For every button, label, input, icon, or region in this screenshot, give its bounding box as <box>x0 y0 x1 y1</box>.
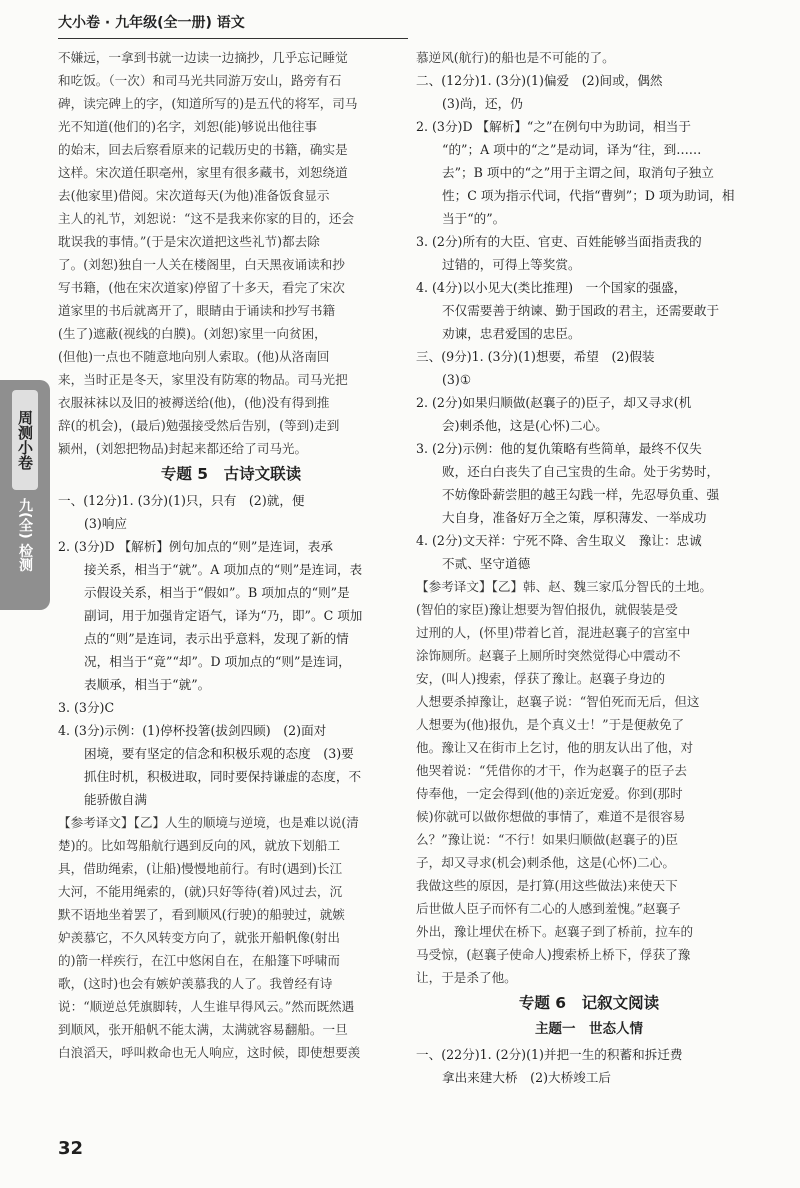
text-line: (3)尚，还，仍 <box>442 96 523 111</box>
text-line: 况，相当于“竟”“却”。D 项加点的“则”是连词， <box>84 654 351 669</box>
text-line: 耽误我的事情。”(于是宋次道把这些礼节)都去除 <box>58 234 320 249</box>
text-line: 涂饰厕所。赵襄子上厕所时突然觉得心中震动不 <box>416 648 681 663</box>
text-line: 慕逆风(航行)的船也是不可能的了。 <box>416 50 615 65</box>
text-line: 外出，豫让埋伏在桥下。赵襄子到了桥前，拉车的 <box>416 924 694 939</box>
text-line: 不仅需要善于纳谏、勤于国政的君主，还需要敢于 <box>442 303 720 318</box>
text-line: 4. (4分)以小见大(类比推理) 一个国家的强盛， <box>416 280 687 295</box>
text-line: 拿出来建大桥 (2)大桥竣工后 <box>442 1070 611 1085</box>
text-line: 的始末，回去后察看原来的记载历史的书籍，确实是 <box>58 142 348 157</box>
text-line: (3)① <box>442 372 472 387</box>
header-rule <box>58 38 408 39</box>
text-line: 去”；B 项中的“之”用于主谓之间，取消句子独立 <box>442 165 714 180</box>
text-line: 大河，不能用绳索的，(就)只好等待(着)风过去，沉 <box>58 884 343 899</box>
text-line: 颍州，(刘恕把物品)封起来都还给了司马光。 <box>58 441 308 456</box>
side-tab-label-bottom: 九(全) 检测 <box>17 498 33 572</box>
text-line: (智伯的家臣)豫让想要为智伯报仇，就假装是受 <box>416 602 678 617</box>
subsection-heading: 主题一 世态人情 <box>535 1021 643 1037</box>
text-line: 3. (3分)C <box>58 700 115 715</box>
text-line: 马受惊，(赵襄子使命人)搜索桥上桥下，俘获了豫 <box>416 947 691 962</box>
text-line: 2. (2分)如果归顺做(赵襄子的)臣子，却又寻求(机 <box>416 395 692 410</box>
left-column <box>58 46 404 1064</box>
text-line: 过刑的人，(怀里)带着匕首，混进赵襄子的宫室中 <box>416 625 691 640</box>
text-line: 抓住时机，积极进取，同时要保持谦虚的态度，不 <box>84 769 362 784</box>
text-line: 歌，(这时)也会有嫉妒羡慕我的人了。我曾经有诗 <box>58 976 333 991</box>
text-line: 楚)的。比如驾船航行遇到反向的风，就放下划船工 <box>58 838 340 853</box>
text-line: 让，于是杀了他。 <box>416 970 517 985</box>
text-line: 不贰、坚守道德 <box>442 556 531 571</box>
section-heading: 专题 5 古诗文联读 <box>160 465 302 483</box>
text-line: 来，当时正是冬天，家里没有防寒的物品。司马光把 <box>58 372 348 387</box>
text-line: 困境，要有坚定的信念和积极乐观的态度 (3)要 <box>84 746 354 761</box>
text-line: 说：“顺逆总凭旗脚转，人生谁早得风云。”然而既然遇 <box>58 999 355 1014</box>
text-line: 到顺风，张开船帆不能太满，太满就容易翻船。一旦 <box>58 1022 348 1037</box>
side-tab-label-top: 周测小卷 <box>12 390 38 490</box>
text-line: 人想要为(他)报仇，是个真义士！”于是便赦免了 <box>416 717 685 732</box>
text-line: (但他)一点也不随意地向别人索取。(他)从洛南回 <box>58 349 330 364</box>
right-column <box>416 46 762 1089</box>
text-line: (生了)遮蔽(视线的白膜)。(刘恕)家里一向贫困， <box>58 326 327 341</box>
text-line: 写书籍，(他在宋次道家)停留了十多天，看完了宋次 <box>58 280 345 295</box>
text-line: 光不知道(他们的)名字，刘恕(能)够说出他往事 <box>58 119 317 134</box>
text-line: 过错的，可得上等奖赏。 <box>442 257 581 272</box>
text-line: 去(他家里)借阅。宋次道每天(为他)准备饭食显示 <box>58 188 330 203</box>
text-line: 这样。宋次道任职亳州，家里有很多藏书，刘恕绕道 <box>58 165 348 180</box>
text-line: 妒羡慕它，不久风转变方向了，就张开船帆像(射出 <box>58 930 340 945</box>
text-line: 候)你就可以做你想做的事情了，难道不是很容易 <box>416 809 686 824</box>
text-line: 具，借助绳索，(让船)慢慢地前行。有时(遇到)长江 <box>58 861 343 876</box>
text-line: 不妨像卧薪尝胆的越王勾践一样，先忍辱负重、强 <box>442 487 720 502</box>
text-line: 二、(12分)1. (3分)(1)偏爱 (2)间或，偶然 <box>416 73 663 88</box>
text-line: 默不语地坐着罢了，看到顺风(行驶)的船驶过，就嫉 <box>58 907 345 922</box>
text-line: 能骄傲自满 <box>84 792 147 807</box>
text-line: 和吃饭。（一次）和司马光共同游万安山，路旁有石 <box>58 73 342 88</box>
text-line: 败，还白白丧失了自己宝贵的生命。处于劣势时， <box>442 464 720 479</box>
text-line: 不嫌远，一拿到书就一边读一边摘抄，几乎忘记睡觉 <box>58 50 348 65</box>
text-line: 侍奉他，一定会得到(他的)亲近宠爱。你到(那时 <box>416 786 683 801</box>
text-line: 示假设关系，相当于“假如”。B 项加点的“则”是 <box>84 585 350 600</box>
text-line: 副词，用于加强肯定语气，译为“乃，即”。C 项加 <box>84 608 363 623</box>
text-line: 一、(12分)1. (3分)(1)只，只有 (2)就，便 <box>58 493 305 508</box>
side-tab <box>0 380 50 610</box>
text-line: 人想要杀掉豫让，赵襄子说：“智伯死而无后，但这 <box>416 694 700 709</box>
text-line: 他哭着说：“凭借你的才干，作为赵襄子的臣子去 <box>416 763 687 778</box>
text-line: 【参考译文】【乙】人生的顺境与逆境，也是难以说(清 <box>58 815 359 830</box>
section-heading: 专题 6 记叙文阅读 <box>518 994 660 1012</box>
text-line: 4. (3分)示例：(1)停杯投箸(拔剑四顾) (2)面对 <box>58 723 327 738</box>
text-line: 性；C 项为指示代词，代指“曹刿”；D 项为助词，相 <box>442 188 735 203</box>
text-line: 了。(刘恕)独自一人关在楼阁里，白天黑夜诵读和抄 <box>58 257 345 272</box>
text-line: 大自身，准备好万全之策，厚积薄发、一举成功 <box>442 510 707 525</box>
text-line: 3. (2分)示例：他的复仇策略有些简单，最终不仅失 <box>416 441 702 456</box>
text-line: 我做这些的原因，是打算(用这些做法)来使天下 <box>416 878 678 893</box>
text-line: 表顺承，相当于“就”。 <box>84 677 211 692</box>
text-line: 的)箭一样疾行，在江中悠闲自在，在船篷下呼啸而 <box>58 953 340 968</box>
page-number: 32 <box>58 1138 84 1159</box>
text-line: 道家里的书后就离开了，眼睛由于诵读和抄写书籍 <box>58 303 336 318</box>
text-line: 么？”豫让说：“不行！如果归顺做(赵襄子的)臣 <box>416 832 678 847</box>
text-line: 劝谏，忠君爱国的忠臣。 <box>442 326 581 341</box>
text-line: 三、(9分)1. (3分)(1)想要，希望 (2)假装 <box>416 349 655 364</box>
text-line: 接关系，相当于“就”。A 项加点的“则”是连词，表 <box>84 562 363 577</box>
text-line: 后世做人臣子而怀有二心的人感到羞愧。”赵襄子 <box>416 901 681 916</box>
text-line: 当于“的”。 <box>442 211 506 226</box>
text-line: 2. (3分)D 【解析】例句加点的“则”是连词，表承 <box>58 539 333 554</box>
text-line: 一、(22分)1. (2分)(1)并把一生的积蓄和拆迁费 <box>416 1047 683 1062</box>
text-line: 衣服袜袜以及旧的被褥送给(他)，(他)没有得到推 <box>58 395 330 410</box>
text-line: 4. (2分)文天祥：宁死不降、舍生取义 豫让：忠诚 <box>416 533 702 548</box>
text-line: “的”；A 项中的“之”是动词，译为“往，到…… <box>442 142 702 157</box>
text-line: 主人的礼节，刘恕说：“这不是我来你家的目的，还会 <box>58 211 355 226</box>
text-line: 2. (3分)D 【解析】“之”在例句中为助词，相当于 <box>416 119 691 134</box>
text-line: 【参考译文】【乙】韩、赵、魏三家瓜分智氏的土地。 <box>416 579 712 594</box>
text-line: 他。豫让又在街市上乞讨，他的朋友认出了他，对 <box>416 740 694 755</box>
text-line: 辞(的机会)，(最后)勉强接受然后告别，(等到)走到 <box>58 418 340 433</box>
text-line: 安，(叫人)搜索，俘获了豫让。赵襄子身边的 <box>416 671 666 686</box>
text-line: 子，却又寻求(机会)刺杀他，这是(心怀)二心。 <box>416 855 675 870</box>
text-line: 点的“则”是连词，表示出乎意料，发现了新的情 <box>84 631 349 646</box>
text-line: 会)刺杀他，这是(心怀)二心。 <box>442 418 608 433</box>
text-line: 白浪滔天，呼叫救命也无人响应，这时候，即使想要羡 <box>58 1045 361 1060</box>
text-line: 3. (2分)所有的大臣、官吏、百姓能够当面指责我的 <box>416 234 702 249</box>
text-line: 碑，读完碑上的字，(知道所写的)是五代的将军，司马 <box>58 96 358 111</box>
text-line: (3)响应 <box>84 516 128 531</box>
running-header: 大小卷 · 九年级(全一册) 语文 <box>58 15 245 31</box>
